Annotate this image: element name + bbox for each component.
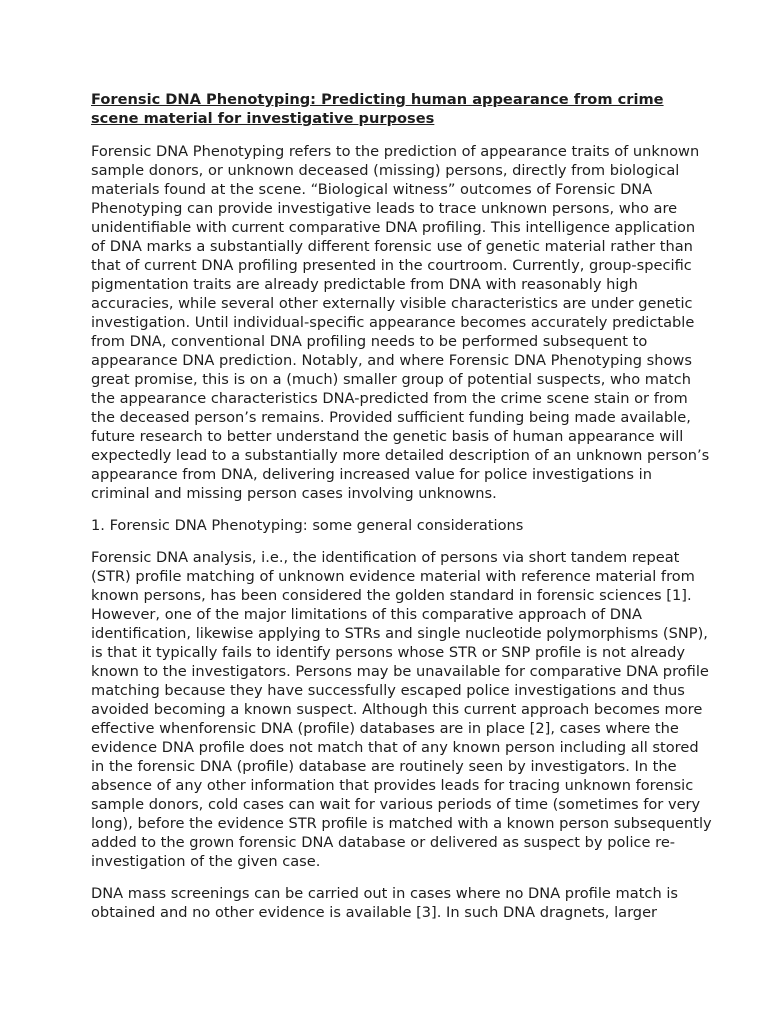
- text-line: added to the grown forensic DNA database or delivered as suspect by police re-: [91, 834, 676, 851]
- text-line: Forensic DNA analysis, i.e., the identification of persons via short tandem repeat: [91, 549, 680, 566]
- text-line: long), before the evidence STR profile is matched with a known person subsequently: [91, 815, 712, 832]
- text-line: future research to better understand the genetic basis of human appearance will: [91, 428, 684, 445]
- title-line: scene material for investigative purposes: [91, 110, 435, 127]
- text-line: great promise, this is on a (much) smaller group of potential suspects, who match: [91, 371, 691, 388]
- text-line: known persons, has been considered the golden standard in forensic sciences [1].: [91, 587, 692, 604]
- title-line: Forensic DNA Phenotyping: Predicting human appearance from crime: [91, 91, 664, 108]
- text-line: investigation of the given case.: [91, 853, 321, 870]
- text-line: However, one of the major limitations of this comparative approach of DNA: [91, 606, 642, 623]
- section-heading: 1. Forensic DNA Phenotyping: some general considerations: [91, 517, 524, 534]
- text-line: the deceased person’s remains. Provided sufficient funding being made available,: [91, 409, 691, 426]
- body-paragraph: [91, 884, 681, 922]
- text-line: is that it typically fails to identify persons whose STR or SNP profile is not already: [91, 644, 686, 661]
- text-line: the appearance characteristics DNA-predicted from the crime scene stain or from: [91, 390, 688, 407]
- text-line: Phenotyping can provide investigative leads to trace unknown persons, who are: [91, 200, 678, 217]
- text-line: (STR) profile matching of unknown evidence material with reference material from: [91, 568, 695, 585]
- text-line: investigation. Until individual-specific appearance becomes accurately predictable: [91, 314, 695, 331]
- text-line: criminal and missing person cases involving unknowns.: [91, 485, 497, 502]
- text-line: sample donors, cold cases can wait for various periods of time (sometimes for very: [91, 796, 701, 813]
- body-paragraph: [91, 548, 712, 871]
- text-line: materials found at the scene. “Biological witness” outcomes of Forensic DNA: [91, 181, 653, 198]
- text-line: known to the investigators. Persons may be unavailable for comparative DNA profile: [91, 663, 709, 680]
- text-line: from DNA, conventional DNA profiling needs to be performed subsequent to: [91, 333, 648, 350]
- text-line: absence of any other information that provides leads for tracing unknown forensic: [91, 777, 694, 794]
- document-page: [91, 90, 712, 935]
- text-line: of DNA marks a substantially different forensic use of genetic material rather than: [91, 238, 693, 255]
- text-line: matching because they have successfully escaped police investigations and thus: [91, 682, 685, 699]
- text-line: obtained and no other evidence is available [3]. In such DNA dragnets, larger: [91, 904, 658, 921]
- abstract-paragraph: [91, 142, 710, 503]
- text-line: effective whenforensic DNA (profile) databases are in place [2], cases where the: [91, 720, 679, 737]
- text-line: avoided becoming a known suspect. Although this current approach becomes more: [91, 701, 703, 718]
- text-line: identification, likewise applying to STRs and single nucleotide polymorphisms (SNP),: [91, 625, 708, 642]
- text-line: Forensic DNA Phenotyping refers to the prediction of appearance traits of unknown: [91, 143, 700, 160]
- text-line: expectedly lead to a substantially more detailed description of an unknown person’s: [91, 447, 710, 464]
- text-line: pigmentation traits are already predictable from DNA with reasonably high: [91, 276, 638, 293]
- text-line: accuracies, while several other externally visible characteristics are under genetic: [91, 295, 693, 312]
- text-line: evidence DNA profile does not match that of any known person including all stored: [91, 739, 699, 756]
- text-line: sample donors, or unknown deceased (missing) persons, directly from biological: [91, 162, 680, 179]
- text-line: appearance from DNA, delivering increased value for police investigations in: [91, 466, 652, 483]
- text-line: unidentifiable with current comparative DNA profiling. This intelligence application: [91, 219, 696, 236]
- text-line: that of current DNA profiling presented in the courtroom. Currently, group-specific: [91, 257, 692, 274]
- document-title: [91, 90, 681, 128]
- text-line: DNA mass screenings can be carried out in cases where no DNA profile match is: [91, 885, 678, 902]
- text-line: in the forensic DNA (profile) database are routinely seen by investigators. In the: [91, 758, 677, 775]
- text-line: appearance DNA prediction. Notably, and where Forensic DNA Phenotyping shows: [91, 352, 692, 369]
